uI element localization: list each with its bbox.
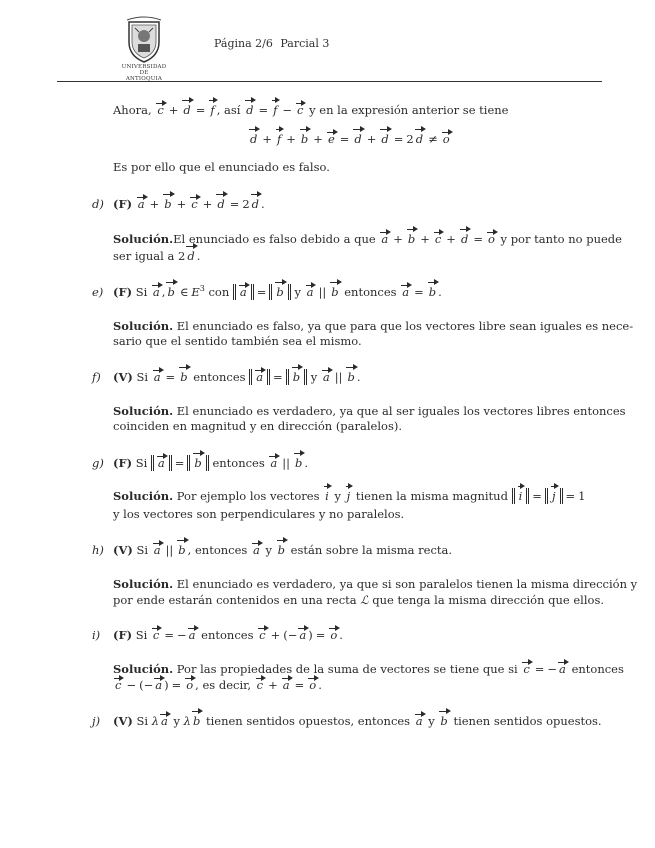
vector-symbol: a bbox=[322, 370, 330, 384]
text-fragment: y en la expresión anterior se tiene bbox=[309, 103, 509, 117]
text-fragment: entonces bbox=[201, 628, 254, 642]
math-operator: ≠ bbox=[428, 132, 438, 146]
math-operator: − bbox=[282, 103, 293, 117]
page-header bbox=[214, 37, 333, 50]
item-f-solution-line2: coinciden en magnitud y en dirección (paralelos). bbox=[113, 419, 403, 433]
vector-symbol: a bbox=[256, 370, 264, 384]
text-fragment: , entonces bbox=[187, 543, 248, 557]
item-d-solution-line2 bbox=[113, 248, 603, 264]
math-operator: = bbox=[171, 678, 182, 692]
item-d-statement bbox=[113, 196, 603, 212]
truth-value-tag: (F) bbox=[113, 628, 133, 642]
math-operator: = bbox=[315, 628, 326, 642]
truth-value-tag: (F) bbox=[113, 285, 133, 299]
math-operator: + bbox=[286, 132, 296, 146]
vector-symbol: a bbox=[282, 678, 290, 692]
vector-symbol: b bbox=[300, 132, 309, 146]
vector-symbol: o bbox=[487, 232, 495, 246]
vector-norm bbox=[187, 455, 208, 471]
item-i-solution-line2 bbox=[113, 677, 603, 693]
vector-symbol: o bbox=[330, 628, 338, 642]
text-fragment: ) bbox=[308, 628, 313, 642]
text-fragment: ) bbox=[164, 678, 169, 692]
vector-symbol: j bbox=[551, 489, 556, 503]
text-fragment: . bbox=[196, 249, 201, 263]
vector-symbol: b bbox=[192, 714, 201, 728]
truth-value-tag: (F) bbox=[113, 197, 133, 211]
math-operator: + bbox=[270, 628, 281, 642]
text-fragment: λ bbox=[183, 714, 191, 728]
item-h-solution-line2 bbox=[113, 592, 603, 608]
vector-symbol: b bbox=[276, 285, 284, 299]
text-fragment: entonces bbox=[344, 285, 397, 299]
vector-symbol: a bbox=[155, 678, 163, 692]
text-fragment: ℒ bbox=[360, 593, 369, 607]
text-fragment: tienen sentidos opuestos, entonces bbox=[205, 714, 411, 728]
vector-symbol: a bbox=[402, 285, 410, 299]
math-operator: + bbox=[202, 197, 213, 211]
math-operator: + bbox=[366, 132, 377, 146]
vector-norm bbox=[286, 369, 307, 385]
math-operator: || bbox=[318, 285, 327, 299]
text-fragment: Si bbox=[136, 370, 149, 384]
vector-norm bbox=[249, 369, 270, 385]
text-fragment: Si bbox=[135, 456, 148, 470]
text-fragment: 1 bbox=[578, 489, 586, 503]
math-operator: = bbox=[273, 370, 283, 384]
text-fragment: . bbox=[261, 197, 265, 211]
math-operator: + bbox=[313, 132, 323, 146]
item-g-statement bbox=[113, 455, 603, 471]
page-number: Página 2/6 bbox=[214, 37, 273, 50]
text-fragment: . bbox=[438, 285, 442, 299]
intro-line bbox=[113, 102, 603, 118]
math-operator: = bbox=[534, 662, 545, 676]
math-operator: = bbox=[473, 232, 483, 246]
vector-symbol: b bbox=[277, 543, 285, 557]
text-fragment: E bbox=[191, 285, 200, 299]
vector-symbol: b bbox=[428, 285, 437, 299]
math-operator: = bbox=[165, 370, 176, 384]
solution-heading: Solución. bbox=[113, 404, 174, 418]
solution-heading: Solución. bbox=[113, 489, 174, 503]
vector-symbol: d bbox=[354, 132, 362, 146]
item-i-solution-line1 bbox=[113, 661, 624, 677]
truth-value-tag: (F) bbox=[113, 456, 133, 470]
math-operator: = bbox=[258, 103, 269, 117]
vector-norm bbox=[545, 488, 563, 504]
vector-norm bbox=[233, 284, 254, 300]
item-g-solution-line2: y los vectores son perpendiculares y no paralelos. bbox=[113, 507, 405, 521]
vector-symbol: c bbox=[152, 628, 160, 642]
solution-heading: Solución. bbox=[113, 232, 174, 246]
item-g-label: g) bbox=[92, 456, 104, 470]
vector-symbol: c bbox=[523, 662, 530, 676]
math-operator: = bbox=[393, 132, 404, 146]
text-fragment: . bbox=[304, 456, 309, 470]
text-fragment: y bbox=[294, 285, 301, 299]
vector-symbol: a bbox=[239, 285, 247, 299]
math-operator: = bbox=[195, 103, 206, 117]
text-fragment: Si bbox=[136, 543, 149, 557]
text-fragment: ser igual a 2 bbox=[113, 249, 186, 263]
math-operator: || bbox=[165, 543, 174, 557]
intro-conclusion: Es por ello que el enunciado es falso. bbox=[113, 160, 330, 174]
vector-symbol: a bbox=[415, 714, 423, 728]
item-d-label: d) bbox=[92, 197, 104, 211]
math-operator: = bbox=[256, 285, 267, 299]
logo-text-line1: UNIVERSIDAD bbox=[121, 64, 167, 70]
vector-symbol: a bbox=[270, 456, 278, 470]
vector-symbol: c bbox=[191, 197, 198, 211]
vector-symbol: c bbox=[434, 232, 442, 246]
text-fragment: El enunciado es verdadero, ya que si son paralelos tienen la misma dirección y bbox=[176, 577, 638, 591]
solution-heading: Solución. bbox=[113, 319, 174, 333]
vector-norm bbox=[269, 284, 290, 300]
item-j-label: j) bbox=[92, 714, 101, 728]
text-fragment: El enunciado es verdadero, ya que al ser iguales los vectores libres entonces bbox=[176, 404, 626, 418]
item-e-label: e) bbox=[92, 285, 104, 299]
vector-symbol: e bbox=[327, 132, 335, 146]
item-f-statement bbox=[113, 369, 603, 385]
math-operator: + bbox=[168, 103, 179, 117]
text-fragment: tienen sentidos opuestos. bbox=[453, 714, 602, 728]
vector-symbol: b bbox=[292, 370, 301, 384]
item-f-solution-line1 bbox=[113, 403, 626, 419]
text-fragment: , así bbox=[216, 103, 241, 117]
vector-symbol: c bbox=[115, 678, 122, 692]
math-operator: = bbox=[174, 456, 185, 470]
text-fragment: − bbox=[547, 662, 558, 676]
item-f-label: f) bbox=[92, 370, 101, 384]
vector-symbol: f bbox=[210, 103, 215, 117]
math-operator: = bbox=[164, 628, 175, 642]
exam-title: Parcial 3 bbox=[280, 37, 330, 50]
item-h-label: h) bbox=[92, 543, 104, 557]
intro-equation bbox=[248, 131, 452, 147]
text-fragment: Ahora, bbox=[113, 103, 152, 117]
vector-symbol: b bbox=[347, 370, 355, 384]
text-fragment: (− bbox=[283, 628, 298, 642]
text-fragment: 2 bbox=[242, 197, 250, 211]
header-divider bbox=[57, 81, 602, 82]
text-fragment: 2 bbox=[406, 132, 414, 146]
vector-symbol: a bbox=[381, 232, 389, 246]
item-h-solution-line1 bbox=[113, 576, 638, 592]
vector-symbol: f bbox=[273, 103, 278, 117]
item-d-solution-line1 bbox=[113, 231, 622, 247]
vector-norm bbox=[151, 455, 172, 471]
text-fragment: (− bbox=[139, 678, 154, 692]
text-fragment: El enunciado es falso debido a que bbox=[173, 232, 376, 246]
text-fragment: entonces bbox=[193, 370, 246, 384]
text-fragment: con bbox=[208, 285, 230, 299]
vector-symbol: b bbox=[407, 232, 416, 246]
math-operator: = bbox=[414, 285, 424, 299]
item-h-statement bbox=[113, 542, 603, 558]
math-operator: − bbox=[126, 678, 137, 692]
text-fragment: y bbox=[173, 714, 180, 728]
vector-symbol: d bbox=[217, 197, 225, 211]
math-operator: = bbox=[229, 197, 240, 211]
solution-heading: Solución. bbox=[113, 662, 174, 676]
math-operator: + bbox=[262, 132, 273, 146]
math-operator: + bbox=[393, 232, 403, 246]
vector-symbol: b bbox=[331, 285, 339, 299]
item-e-statement: (F) Si a , b ∈ $E^3$ con a = b y a || b entonces a = b . bbox=[113, 284, 442, 299]
vector-symbol: o bbox=[309, 678, 317, 692]
vector-symbol: c bbox=[256, 678, 264, 692]
vector-symbol: a bbox=[152, 285, 160, 299]
text-fragment: y por tanto no puede bbox=[500, 232, 622, 246]
text-fragment: − bbox=[177, 628, 187, 642]
vector-symbol: b bbox=[178, 543, 186, 557]
math-operator: = bbox=[339, 132, 350, 146]
vector-symbol: a bbox=[137, 197, 145, 211]
text-fragment: Por ejemplo los vectores bbox=[176, 489, 320, 503]
item-e-solution-line1 bbox=[113, 318, 634, 334]
vector-symbol: d bbox=[246, 103, 254, 117]
vector-symbol: a bbox=[188, 628, 196, 642]
vector-symbol: b bbox=[164, 197, 172, 211]
logo-text-line2: DE ANTIOQUIA bbox=[125, 70, 163, 82]
vector-symbol: a bbox=[299, 628, 307, 642]
text-fragment: por ende estarán contenidos en una recta bbox=[113, 593, 357, 607]
text-fragment: λ bbox=[151, 714, 159, 728]
text-fragment: entonces bbox=[212, 456, 265, 470]
vector-symbol: a bbox=[160, 714, 168, 728]
vector-symbol: d bbox=[187, 249, 195, 263]
text-fragment: y bbox=[428, 714, 435, 728]
math-operator: || bbox=[282, 456, 291, 470]
math-operator: || bbox=[334, 370, 343, 384]
item-i-label: i) bbox=[92, 628, 101, 642]
math-operator: = bbox=[294, 678, 305, 692]
text-fragment: Si bbox=[136, 714, 149, 728]
vector-symbol: d bbox=[415, 132, 424, 146]
vector-symbol: a bbox=[153, 370, 161, 384]
text-fragment: tienen la misma magnitud bbox=[355, 489, 508, 503]
text-fragment: Por las propiedades de la suma de vectores se tiene que si bbox=[176, 662, 518, 676]
item-g-solution-line1 bbox=[113, 488, 603, 504]
text-fragment: están sobre la misma recta. bbox=[290, 543, 453, 557]
text-fragment: , es decir, bbox=[195, 678, 252, 692]
vector-symbol: c bbox=[297, 103, 304, 117]
vector-symbol: b bbox=[167, 285, 175, 299]
math-operator: = bbox=[532, 489, 542, 503]
text-fragment: . bbox=[318, 678, 322, 692]
vector-symbol: o bbox=[186, 678, 194, 692]
vector-symbol: d bbox=[460, 232, 469, 246]
text-fragment: y bbox=[334, 489, 341, 503]
vector-symbol: i bbox=[518, 489, 523, 503]
text-fragment: . bbox=[356, 370, 361, 384]
truth-value-tag: (V) bbox=[113, 543, 133, 557]
math-operator: + bbox=[446, 232, 456, 246]
math-operator: + bbox=[149, 197, 160, 211]
vector-symbol: a bbox=[157, 456, 165, 470]
math-operator: + bbox=[420, 232, 430, 246]
university-logo bbox=[121, 16, 167, 82]
item-e-solution-line2: sario que el sentido también sea el mismo. bbox=[113, 334, 362, 348]
text-fragment: y bbox=[265, 543, 272, 557]
truth-value-tag: (V) bbox=[113, 714, 133, 728]
vector-norm bbox=[512, 488, 530, 504]
text-fragment: . bbox=[339, 628, 343, 642]
vector-symbol: a bbox=[153, 543, 161, 557]
math-operator: ∈ bbox=[179, 285, 189, 299]
vector-symbol: a bbox=[306, 285, 314, 299]
vector-symbol: c bbox=[157, 103, 164, 117]
text-fragment: Si bbox=[135, 628, 148, 642]
vector-symbol: c bbox=[259, 628, 266, 642]
math-operator: = bbox=[565, 489, 576, 503]
university-crest-icon bbox=[121, 16, 167, 64]
text-fragment: El enunciado es falso, ya que para que los vectores libre sean iguales es nece- bbox=[176, 319, 634, 333]
text-fragment: y bbox=[310, 370, 318, 384]
vector-symbol: b bbox=[194, 456, 202, 470]
vector-symbol: j bbox=[346, 489, 351, 503]
vector-symbol: d bbox=[183, 103, 191, 117]
vector-symbol: o bbox=[442, 132, 450, 146]
vector-symbol: i bbox=[325, 489, 329, 503]
math-operator: + bbox=[176, 197, 187, 211]
vector-symbol: d bbox=[250, 132, 258, 146]
solution-heading: Solución. bbox=[113, 577, 174, 591]
vector-symbol: a bbox=[559, 662, 566, 676]
vector-symbol: a bbox=[252, 543, 260, 557]
vector-symbol: b bbox=[440, 714, 448, 728]
item-i-statement bbox=[113, 627, 603, 643]
item-j-statement bbox=[113, 713, 603, 729]
vector-symbol: d bbox=[381, 132, 389, 146]
text-fragment: Si bbox=[135, 285, 148, 299]
text-fragment: que tenga la misma dirección que ellos. bbox=[372, 593, 605, 607]
text-fragment: 3 bbox=[199, 284, 205, 294]
vector-symbol: b bbox=[295, 456, 303, 470]
vector-symbol: d bbox=[251, 197, 260, 211]
vector-symbol: b bbox=[180, 370, 188, 384]
truth-value-tag: (V) bbox=[113, 370, 133, 384]
math-operator: + bbox=[268, 678, 278, 692]
vector-symbol: f bbox=[277, 132, 282, 146]
text-fragment: entonces bbox=[571, 662, 624, 676]
